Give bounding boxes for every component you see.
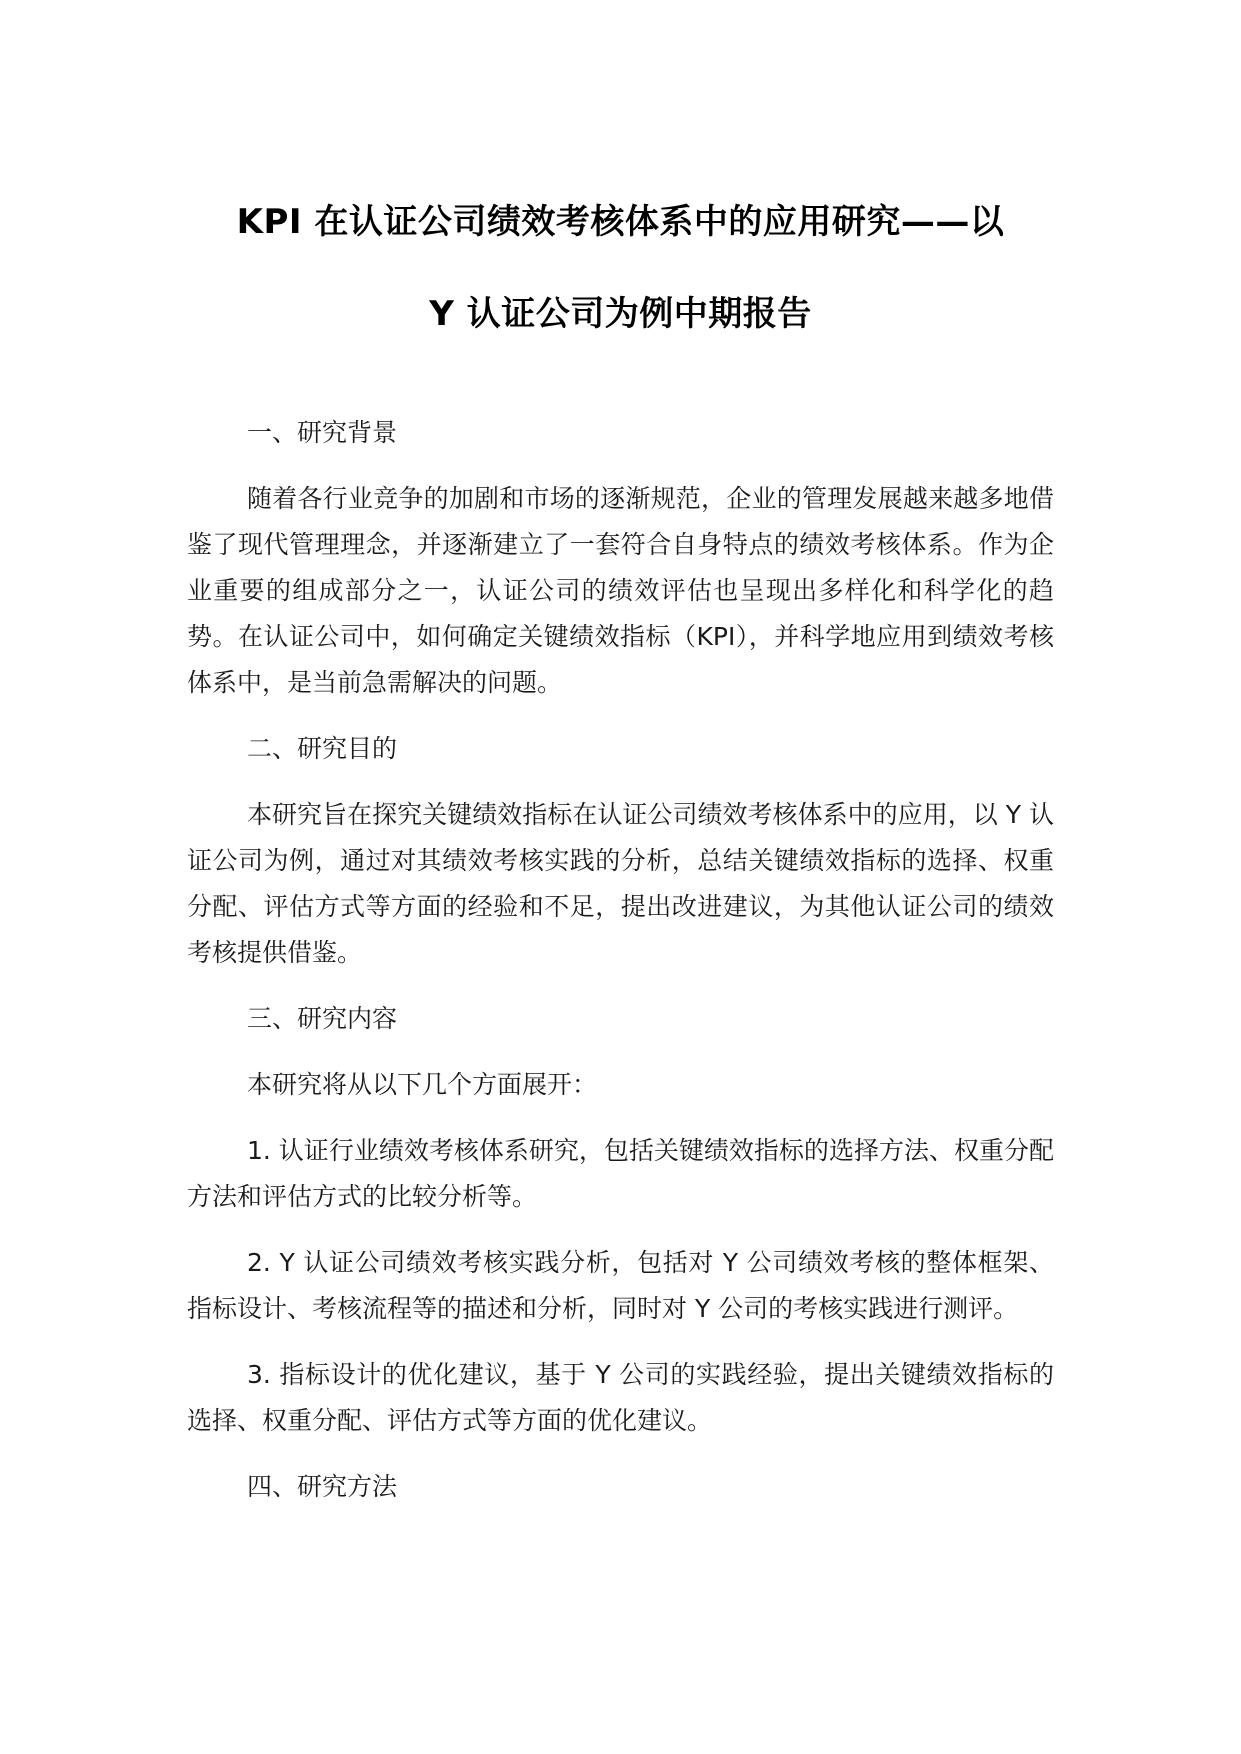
list-item-2: 2. Y 认证公司绩效考核实践分析，包括对 Y 公司绩效考核的整体框架、指标设计、考核流程等的描述和分析，同时对 Y 公司的考核实践进行测评。 [187, 1248, 1054, 1323]
list-item-1: 1. 认证行业绩效考核体系研究，包括关键绩效指标的选择方法、权重分配方法和评估方式的比较分析等。 [187, 1136, 1054, 1211]
section-heading-method: 四、研究方法 [247, 1472, 398, 1501]
title-line-2: Y 认证公司为例中期报告 [429, 294, 812, 334]
section-heading-content: 三、研究内容 [247, 1004, 398, 1033]
title-line-1: KPI 在认证公司绩效考核体系中的应用研究——以 [236, 202, 1005, 242]
list-item-3: 3. 指标设计的优化建议，基于 Y 公司的实践经验，提出关键绩效指标的选择、权重分配、评估方式等方面的优化建议。 [187, 1360, 1054, 1435]
paragraph-content-intro: 本研究将从以下几个方面展开： [247, 1070, 598, 1099]
document-title [187, 0, 1054, 360]
section-heading-purpose: 二、研究目的 [247, 734, 398, 763]
document-body [187, 410, 1054, 1510]
section-heading-background: 一、研究背景 [247, 418, 398, 447]
paragraph-purpose: 本研究旨在探究关键绩效指标在认证公司绩效考核体系中的应用，以 Y 认证公司为例，通过对其绩效考核实践的分析，总结关键绩效指标的选择、权重分配、评估方式等方面的经验和不足，提出改进建议，为其他认证公司的绩效考核提供借鉴。 [187, 800, 1054, 967]
paragraph-background: 随着各行业竞争的加剧和市场的逐渐规范，企业的管理发展越来越多地借鉴了现代管理理念，并逐渐建立了一套符合自身特点的绩效考核体系。作为企业重要的组成部分之一，认证公司的绩效评估也呈现出多样化和科学化的趋势。在认证公司中，如何确定关键绩效指标（KPI），并科学地应用到绩效考核体系中，是当前急需解决的问题。 [187, 484, 1054, 697]
